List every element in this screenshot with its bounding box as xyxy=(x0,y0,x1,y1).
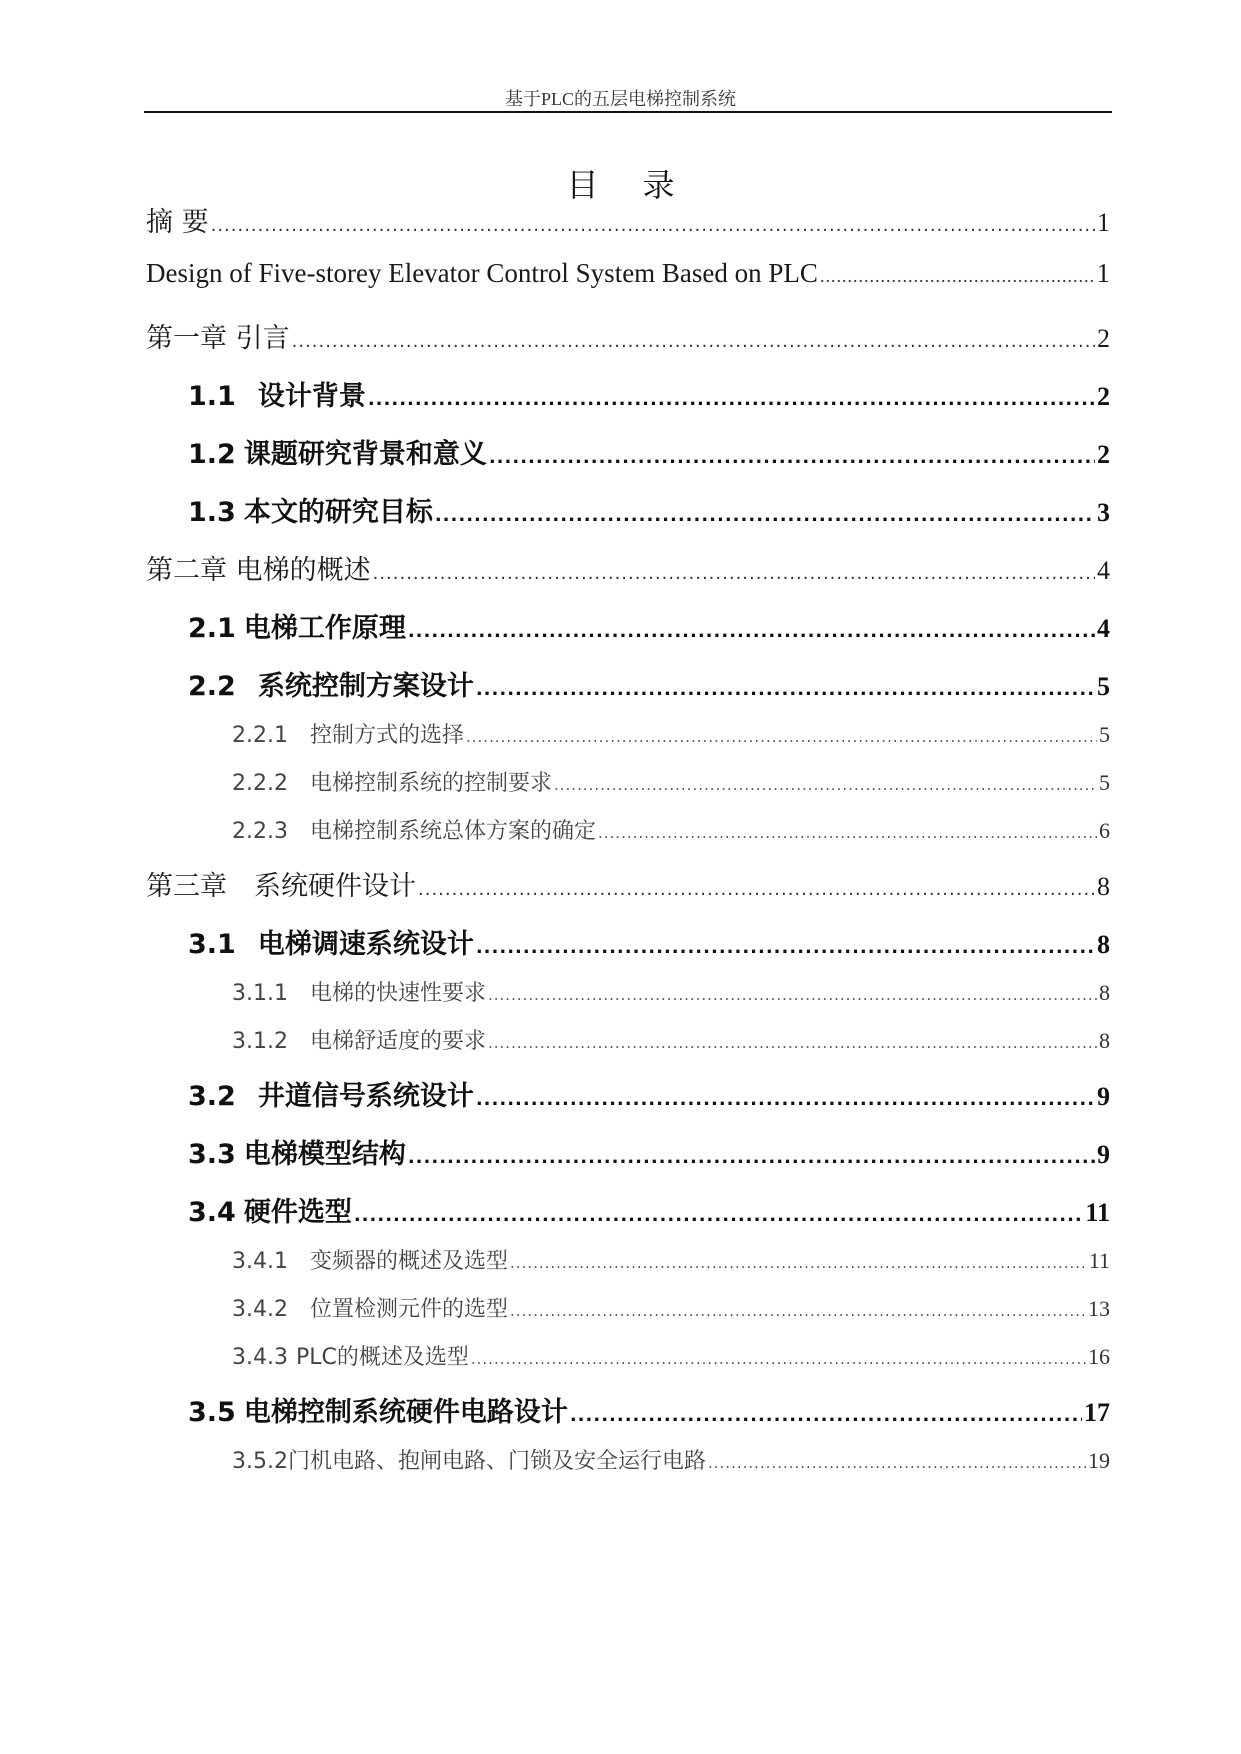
toc-entry-label xyxy=(188,922,474,961)
subsection-title: 位置检测元件的选型 xyxy=(309,1297,508,1322)
section-title: 课题研究背景和意义 xyxy=(243,439,487,470)
toc-entry-section-3-5[interactable] xyxy=(188,1390,1110,1429)
dot-leader xyxy=(368,389,1095,410)
toc-entry-subsection-3-4-2[interactable] xyxy=(232,1292,1110,1323)
toc-entry-page: 6 xyxy=(1099,818,1110,843)
toc-entry-page: 19 xyxy=(1088,1448,1110,1473)
toc-entry-page: 2 xyxy=(1097,382,1110,411)
subsection-title: 门机电路、抱闸电路、门锁及安全运行电路 xyxy=(287,1449,706,1474)
subsection-number: 3.1.2 xyxy=(232,1029,288,1054)
toc-entry-chapter-3[interactable] xyxy=(146,864,1110,903)
section-number: 2.2 xyxy=(188,671,236,702)
toc-entry-label: 第一章 引言 xyxy=(146,323,290,354)
toc-entry-page: 8 xyxy=(1099,1028,1110,1053)
dot-leader xyxy=(354,1205,1084,1226)
section-number: 3.2 xyxy=(188,1081,236,1112)
toc-entry-page: 2 xyxy=(1097,440,1110,469)
subsection-number: 2.2.1 xyxy=(232,723,288,748)
toc-entry-label xyxy=(232,976,486,1007)
dot-leader xyxy=(554,776,1097,794)
toc-entry-chapter-2[interactable] xyxy=(146,548,1110,587)
toc-entry-page: 1 xyxy=(1096,258,1110,288)
subsection-number: 2.2.2 xyxy=(232,771,288,796)
section-number: 3.3 xyxy=(188,1139,236,1170)
dot-leader xyxy=(510,1254,1087,1272)
toc-entry-label xyxy=(232,766,552,797)
dot-leader xyxy=(373,563,1095,584)
toc-entry-label xyxy=(188,1074,474,1113)
toc-entry-page: 5 xyxy=(1099,770,1110,795)
section-number: 1.2 xyxy=(188,439,236,470)
dot-leader xyxy=(708,1454,1086,1472)
section-number: 1.1 xyxy=(188,381,236,412)
dot-leader xyxy=(476,679,1095,700)
dot-leader xyxy=(418,879,1095,900)
subsection-title: 电梯舒适度的要求 xyxy=(309,1029,486,1054)
toc-entry-section-2-1[interactable] xyxy=(188,606,1110,645)
toc-entry-label xyxy=(188,1132,406,1171)
toc-entry-section-1-1[interactable] xyxy=(188,374,1110,413)
section-number: 1.3 xyxy=(188,497,236,528)
dot-leader xyxy=(488,986,1097,1004)
toc-entry-label xyxy=(188,1390,568,1429)
toc-entry-subsection-3-4-1[interactable] xyxy=(232,1244,1110,1275)
toc-entry-subsection-3-1-1[interactable] xyxy=(232,976,1110,1007)
toc-entry-page: 17 xyxy=(1084,1398,1110,1427)
toc-entry-label xyxy=(232,814,596,845)
dot-leader xyxy=(408,621,1095,642)
toc-entry-page: 13 xyxy=(1088,1296,1110,1321)
section-number: 3.5 xyxy=(188,1397,236,1428)
toc-entry-label xyxy=(188,374,366,413)
section-number: 3.4 xyxy=(188,1197,236,1228)
toc-entry-label: Design of Five-storey Elevator Control System Based on PLC xyxy=(146,258,818,288)
subsection-number: 3.4.1 xyxy=(232,1249,288,1274)
subsection-number: 3.1.1 xyxy=(232,981,288,1006)
toc-entry-subsection-3-5-2[interactable] xyxy=(232,1444,1110,1475)
toc-entry-section-3-4[interactable] xyxy=(188,1190,1110,1229)
toc-entry-page: 9 xyxy=(1097,1082,1110,1111)
toc-title: 目录 xyxy=(566,166,719,204)
toc-entry-page: 3 xyxy=(1097,498,1110,527)
section-number: 2.1 xyxy=(188,613,236,644)
dot-leader xyxy=(435,505,1095,526)
toc-entry-section-3-3[interactable] xyxy=(188,1132,1110,1171)
toc-entry-label: 摘 要 xyxy=(146,207,209,238)
toc-entry-section-2-2[interactable] xyxy=(188,664,1110,703)
running-header: 基于PLC的五层电梯控制系统 xyxy=(504,89,736,109)
toc-entry-section-3-2[interactable] xyxy=(188,1074,1110,1113)
toc-entry-label xyxy=(232,1340,469,1371)
subsection-title: 变频器的概述及选型 xyxy=(309,1249,508,1274)
toc-entry-page: 11 xyxy=(1085,1198,1110,1227)
toc-entry-subsection-2-2-2[interactable] xyxy=(232,766,1110,797)
toc-entry-page: 8 xyxy=(1097,872,1110,901)
subsection-title: 电梯控制系统总体方案的确定 xyxy=(309,819,596,844)
dot-leader xyxy=(408,1147,1095,1168)
toc-entry-subsection-2-2-1[interactable] xyxy=(232,718,1110,749)
toc-entry-label: 第三章 系统硬件设计 xyxy=(146,871,416,902)
toc-entry-label xyxy=(232,718,464,749)
toc-entry-label xyxy=(188,664,474,703)
toc-entry-section-1-2[interactable] xyxy=(188,432,1110,471)
subsection-title: 电梯控制系统的控制要求 xyxy=(309,771,552,796)
toc-entry-subsection-3-4-3[interactable] xyxy=(232,1340,1110,1371)
section-title: 电梯控制系统硬件电路设计 xyxy=(243,1397,568,1428)
dot-leader xyxy=(466,728,1097,746)
toc-entry-page: 9 xyxy=(1097,1140,1110,1169)
toc-entry-label: 第二章 电梯的概述 xyxy=(146,555,371,586)
subsection-number: 2.2.3 xyxy=(232,819,288,844)
toc-entry-label xyxy=(232,1244,508,1275)
section-title: 井道信号系统设计 xyxy=(257,1081,474,1112)
subsection-title: PLC的概述及选型 xyxy=(295,1345,469,1370)
toc-entry-page: 4 xyxy=(1097,614,1110,643)
toc-entry-label xyxy=(232,1444,706,1475)
section-title: 设计背景 xyxy=(257,381,366,412)
section-title: 硬件选型 xyxy=(243,1197,352,1228)
toc-entry-page: 5 xyxy=(1097,672,1110,701)
dot-leader xyxy=(471,1350,1086,1368)
dot-leader xyxy=(488,1034,1097,1052)
toc-entry-page: 2 xyxy=(1097,324,1110,353)
toc-entry-page: 16 xyxy=(1088,1344,1110,1369)
dot-leader xyxy=(570,1405,1082,1426)
section-title: 电梯模型结构 xyxy=(243,1139,406,1170)
toc-entry-label xyxy=(232,1024,486,1055)
toc-entry-abstract[interactable] xyxy=(146,200,1110,239)
toc-entry-page: 1 xyxy=(1097,208,1110,237)
toc-entry-section-3-1[interactable] xyxy=(188,922,1110,961)
subsection-number: 3.4.3 xyxy=(232,1345,288,1370)
dot-leader xyxy=(292,331,1095,352)
dot-leader xyxy=(476,1089,1095,1110)
subsection-number: 3.4.2 xyxy=(232,1297,288,1322)
dot-leader xyxy=(820,266,1095,287)
toc-entry-label xyxy=(188,490,433,529)
toc-entry-page: 5 xyxy=(1099,722,1110,747)
subsection-number: 3.5.2 xyxy=(232,1449,288,1474)
dot-leader xyxy=(510,1302,1086,1320)
toc-entry-label xyxy=(188,606,406,645)
dot-leader xyxy=(476,937,1095,958)
section-number: 3.1 xyxy=(188,929,236,960)
section-title: 电梯工作原理 xyxy=(243,613,406,644)
dot-leader xyxy=(489,447,1095,468)
toc-entry-subsection-2-2-3[interactable] xyxy=(232,814,1110,845)
toc-entry-page: 4 xyxy=(1097,556,1110,585)
section-title: 本文的研究目标 xyxy=(243,497,433,528)
toc-entry-page: 8 xyxy=(1097,930,1110,959)
toc-entry-page: 11 xyxy=(1088,1248,1110,1273)
toc-entry-subsection-3-1-2[interactable] xyxy=(232,1024,1110,1055)
toc-entry-page: 8 xyxy=(1099,980,1110,1005)
toc-entry-label xyxy=(188,1190,352,1229)
dot-leader xyxy=(598,824,1097,842)
toc-entry-abstract-en[interactable] xyxy=(146,258,1110,289)
section-title: 系统控制方案设计 xyxy=(257,671,474,702)
toc-entry-section-1-3[interactable] xyxy=(188,490,1110,529)
toc-entry-chapter-1[interactable] xyxy=(146,316,1110,355)
toc-entry-label xyxy=(232,1292,508,1323)
dot-leader xyxy=(211,215,1095,236)
section-title: 电梯调速系统设计 xyxy=(257,929,474,960)
subsection-title: 电梯的快速性要求 xyxy=(309,981,486,1006)
toc-entry-label xyxy=(188,432,487,471)
subsection-title: 控制方式的选择 xyxy=(309,723,464,748)
